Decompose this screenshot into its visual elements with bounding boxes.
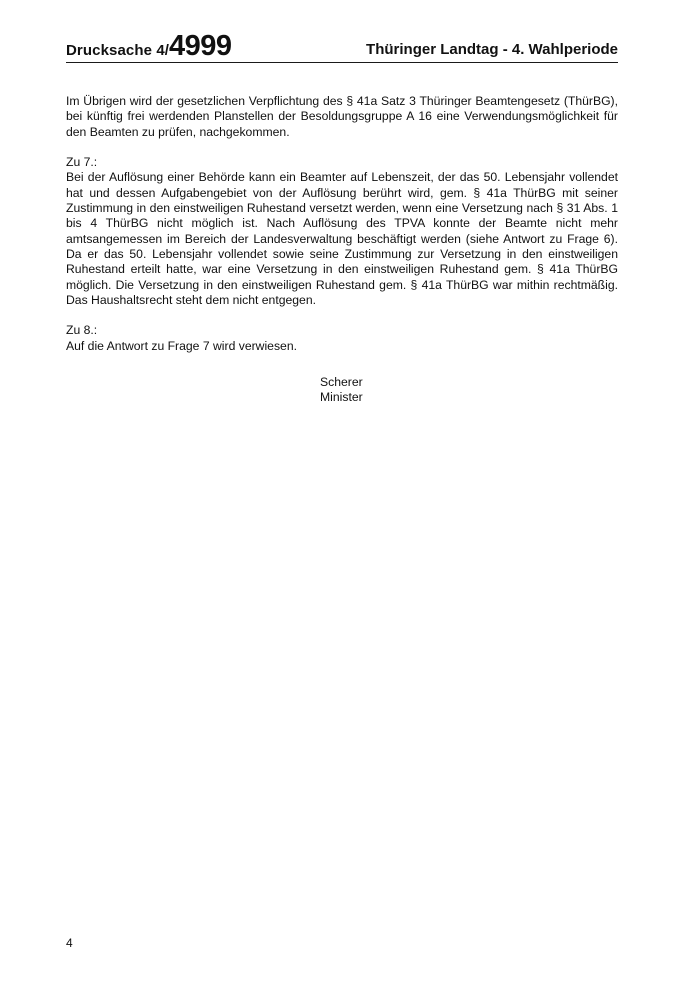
page-number: 4 — [66, 936, 73, 950]
answer-7-section — [66, 155, 618, 308]
answer-7-text: Bei der Auflösung einer Behörde kann ein Beamter auf Lebenszeit, der das 50. Lebensjahr vollendet hat und dessen Aufgabengebiet von der Auflösung berührt wird, gem. § 41a ThürBG mit seiner Zustimmung in den einstweiligen Ruhestand versetzt werden, wenn eine Versetzung nach § 31 Abs. 1 bis 4 ThürBG nicht möglich ist. Nach Auflösung des TPVA konnte der Beamte nicht mehr amtsangemessen im Bereich der Landesverwaltung beschäftigt werden (siehe Antwort zu Frage 6). Da er das 50. Lebensjahr vollendet sowie seine Zustimmung zur Versetzung in den einstweiligen Ruhestand erteilt hatte, war eine Versetzung in den einstweiligen Ruhestand gem. § 41a ThürBG möglich. Die Versetzung in den einstweiligen Ruhestand gem. § 41a ThürBG war mithin rechtmäßig. Das Haushaltsrecht steht dem nicht entgegen. — [66, 170, 618, 307]
paragraph-intro: Im Übrigen wird der gesetzlichen Verpflichtung des § 41a Satz 3 Thüringer Beamtengesetz (ThürBG), bei künftig frei werdenden Planstellen der Besoldungsgruppe A 16 eine Verwendungsmöglichkeit für den Beamten zu prüfen, nachgekommen. — [66, 94, 618, 139]
answer-8-text: Auf die Antwort zu Frage 7 wird verwiesen. — [66, 338, 297, 353]
answer-7-heading: Zu 7.: — [66, 155, 98, 170]
parliament-title: Thüringer Landtag - 4. Wahlperiode — [366, 41, 618, 58]
page-header — [66, 30, 618, 63]
signature-block — [320, 375, 363, 406]
document-body — [66, 94, 618, 369]
document-number: 4999 — [169, 30, 232, 62]
answer-8-section — [66, 323, 618, 354]
document-reference — [66, 30, 232, 62]
document-prefix: Drucksache 4/ — [66, 42, 170, 59]
signatory-role: Minister — [320, 390, 363, 405]
answer-8-heading: Zu 8.: — [66, 323, 98, 338]
signatory-name: Scherer — [320, 375, 363, 389]
